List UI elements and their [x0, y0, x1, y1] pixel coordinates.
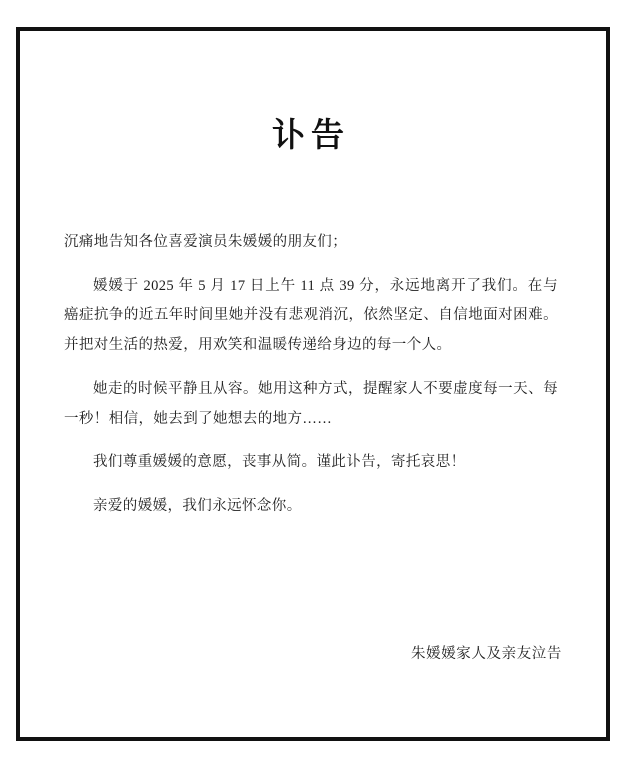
signature: 朱媛媛家人及亲友泣告 — [411, 646, 562, 662]
paragraph-passing: 她走的时候平静且从容。她用这种方式，提醒家人不要虚度每一天、每一秒！相信，她去到了她想去的地方…… — [64, 380, 558, 427]
notice-body — [64, 228, 558, 522]
paragraph-salutation: 沉痛地告知各位喜爱演员朱媛媛的朋友们； — [64, 234, 348, 250]
paragraph-farewell: 亲爱的媛媛，我们永远怀念你。 — [93, 498, 302, 515]
notice-content — [20, 31, 606, 737]
page-title: 讣告 — [272, 118, 350, 154]
paragraph-announcement: 媛媛于 2025 年 5 月 17 日上午 11 点 39 分，永远地离开了我们。在与癌症抗争的近五年时间里她并没有悲观消沉，依然坚定、自信地面对困难。并把对生活的热爱，用欢笑和温暖传递给身边的每一个人。 — [64, 277, 558, 354]
paragraph-arrangements: 我们尊重媛媛的意愿，丧事从简。谨此讣告，寄托哀思！ — [93, 454, 466, 471]
notice-frame — [16, 27, 610, 741]
